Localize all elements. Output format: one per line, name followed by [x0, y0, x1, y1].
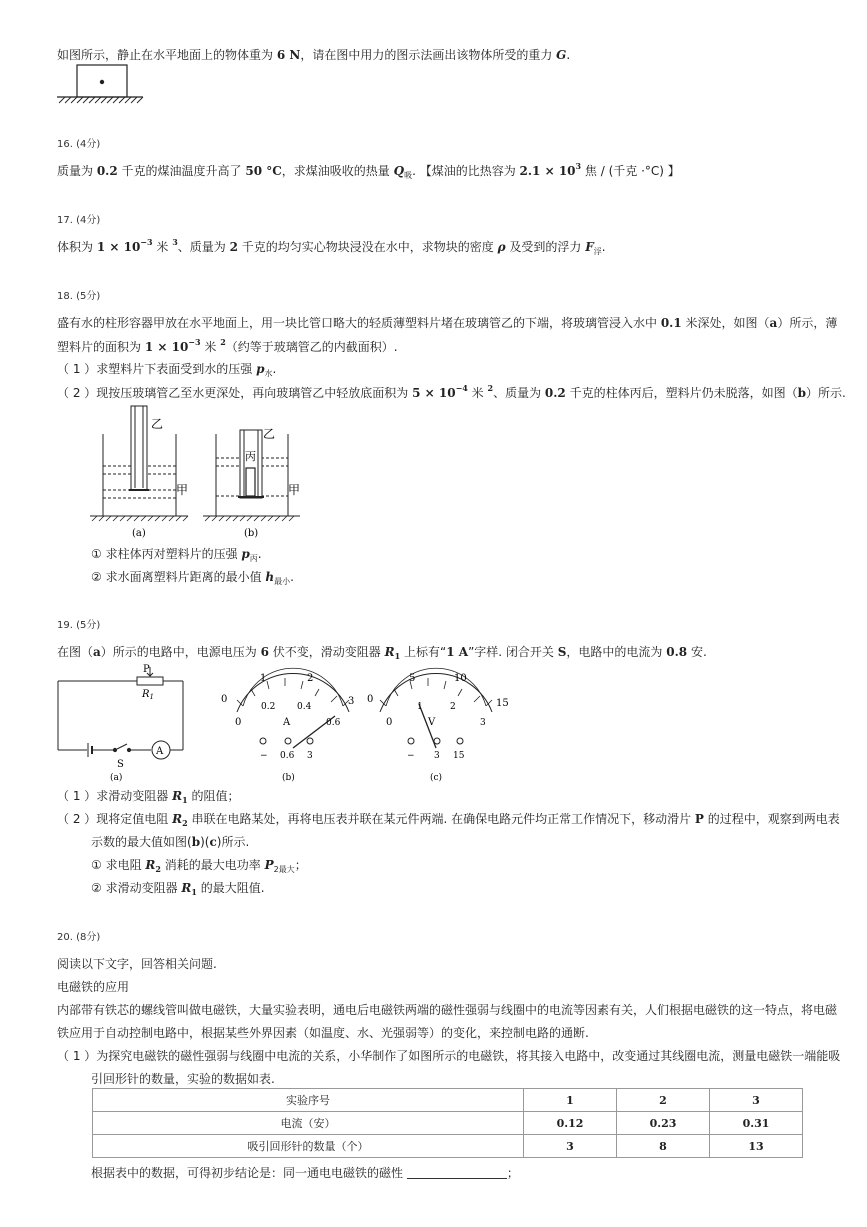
label-p: P	[143, 664, 150, 675]
q20-l7: 根据表中的数据，可得初步结论是：同一通电电磁铁的磁性 ；	[91, 1166, 519, 1180]
label-fig-b: (b)	[282, 773, 295, 783]
vm-bot-1: 1	[417, 702, 423, 712]
q20-header: 20. (8分)	[57, 932, 101, 943]
experiment-table	[92, 1088, 803, 1158]
label-fig-c: (c)	[430, 773, 443, 783]
amm-top-2: 2	[307, 673, 314, 684]
vm-term-15: 15	[453, 751, 465, 761]
q15-text: 如图所示，静止在水平地面上的物体重为 6 N，请在图中用力的图示法画出该物体所受的重力 G.	[57, 48, 571, 62]
label-a: (a)	[132, 528, 146, 539]
q20-l4: 铁应用于自动控制电路中，根据某些外界因素（如温度、水、光强弱等）的变化，来控制电路的通断.	[57, 1026, 589, 1040]
q19-sub1: （ 1 ）求滑动变阻器 $R_1$ 的阻值；	[57, 789, 240, 805]
circuit-a	[58, 667, 183, 759]
ammeter-dial-b	[237, 668, 349, 748]
label-r1: $R_1$	[142, 689, 154, 701]
vm-top-15: 15	[496, 698, 509, 709]
label-fig-a: (a)	[110, 773, 123, 783]
q20-l6: 引回形针的数量，实验的数据如表.	[91, 1072, 275, 1086]
vm-label-v: V	[428, 717, 436, 728]
label-b: (b)	[244, 528, 259, 539]
container-b	[203, 430, 300, 516]
vm-top-10: 10	[454, 673, 467, 684]
q19-header: 19. (5分)	[57, 620, 101, 631]
amm-term-06: 0.6	[280, 751, 295, 761]
q18-sub1: （ 1 ）求塑料片下表面受到水的压强 $p_水$.	[57, 362, 277, 378]
table-cell: 3	[710, 1089, 803, 1112]
table-row	[93, 1112, 803, 1135]
label-bing: 丙	[245, 450, 256, 463]
label-jia-b: 甲	[288, 483, 301, 497]
vm-bot-2: 2	[450, 702, 456, 712]
table-cell: 实验序号	[93, 1089, 524, 1112]
q18-figure-containers	[88, 404, 308, 540]
table-cell: 8	[617, 1135, 710, 1158]
amm-bot-2: 0.4	[297, 702, 312, 712]
vm-zero: 0	[386, 717, 393, 728]
q18-para-line1: 盛有水的柱形容器甲放在水平地面上，用一块比管口略大的轻质薄塑料片堵在玻璃管乙的下端，将玻璃管浸入水中 0.1 米深处，如图（a）所示，薄	[57, 316, 838, 330]
vm-bot-3: 3	[480, 718, 486, 728]
vm-term-3: 3	[434, 751, 440, 761]
container-a	[90, 406, 188, 516]
amm-bot-3: 0.6	[326, 718, 341, 728]
q17-header: 17. (4分)	[57, 215, 101, 226]
q16-text: 质量为 0.2 千克的煤油温度升高了 50 °C，求煤油吸收的热量 $Q_吸$. 【煤油的比热容为 $2.1 \times 10^3$ 焦 / (千克 ·°C) 】	[57, 161, 680, 180]
q18-para-line2: 塑料片的面积为 $1 \times 10^{-3}$ 米 $^2$（约等于玻璃管乙的内截面积）.	[57, 337, 398, 354]
label-yi-a: 乙	[151, 417, 164, 431]
table-row	[93, 1089, 803, 1112]
label-jia-a: 甲	[176, 483, 189, 497]
q18-header: 18. (5分)	[57, 291, 101, 302]
q18-c1: ① 求柱体丙对塑料片的压强 $p_丙$.	[91, 547, 262, 563]
q18-c2: ② 求水面离塑料片距离的最小值 $h_{最小}$.	[91, 570, 294, 586]
table-cell: 0.23	[617, 1112, 710, 1135]
amm-label-a: A	[283, 717, 291, 728]
voltmeter-dial-c	[380, 668, 492, 748]
label-s: S	[117, 759, 124, 770]
q20-l3: 内部带有铁芯的螺线管叫做电磁铁，大量实验表明，通电后电磁铁两端的磁性强弱与线圈中的电流等因素有关，人们根据电磁铁的这一特点，将电磁	[57, 1003, 838, 1017]
q19-para: 在图（a）所示的电路中，电源电压为 6 伏不变，滑动变阻器 $R_1$ 上标有“1 A”字样. 闭合开关 S，电路中的电流为 0.8 安.	[57, 645, 707, 661]
table-cell: 0.31	[710, 1112, 803, 1135]
vm-term-neg: −	[407, 751, 415, 761]
q15-figure-block-on-ground	[55, 62, 147, 104]
table-cell: 电流（安）	[93, 1112, 524, 1135]
amm-term-neg: −	[260, 751, 268, 761]
q20-l5: （ 1 ）为探究电磁铁的磁性强弱与线圈中电流的关系，小华制作了如图所示的电磁铁，将其接入电路中，改变通过其线圈电流，测量电磁铁一端能吸	[57, 1049, 841, 1063]
table-cell: 吸引回形针的数量（个）	[93, 1135, 524, 1158]
q19-sub2-line1: （ 2 ）现将定值电阻 $R_2$ 串联在电路某处，再将电压表并联在某元件两端. 在确保电路元件均正常工作情况下，移动滑片 P 的过程中，观察到两电表	[57, 812, 840, 828]
q20-l2: 电磁铁的应用	[57, 980, 130, 994]
table-cell: 13	[710, 1135, 803, 1158]
q17-text: 体积为 $1 \times 10^{-3}$ 米 $^3$、质量为 2 千克的均匀实心物块浸没在水中，求物块的密度 ρ 及受到的浮力 $F_浮$.	[57, 237, 606, 256]
amm-zero: 0	[235, 717, 242, 728]
q18-sub2: （ 2 ）现按压玻璃管乙至水更深处，再向玻璃管乙中轻放底面积为 $5 \times 10^{-4}$ 米 $^2$、质量为 0.2 千克的柱体丙后，塑料片仍未脱落，如图（b）所示.	[57, 383, 846, 400]
table-cell: 3	[524, 1135, 617, 1158]
vm-zero-top: 0	[367, 694, 374, 705]
amm-top-3: 3	[348, 696, 355, 707]
amm-top-1: 1	[260, 673, 267, 684]
amm-bot-1: 0.2	[261, 702, 276, 712]
q19-sub2-line2: 示数的最大值如图(b)(c)所示.	[91, 835, 250, 849]
answer-blank[interactable]	[407, 1166, 507, 1179]
table-cell: 1	[524, 1089, 617, 1112]
label-yi-b: 乙	[263, 427, 276, 441]
vm-top-5: 5	[409, 673, 416, 684]
q20-l1: 阅读以下文字，回答相关问题.	[57, 957, 217, 971]
label-ammeter-a: A	[156, 746, 164, 757]
amm-zero-top: 0	[221, 694, 228, 705]
table-cell: 2	[617, 1089, 710, 1112]
q19-c1: ① 求电阻 $R_2$ 消耗的最大电功率 $P_{2最大}$；	[91, 858, 307, 874]
q19-figures	[55, 664, 515, 784]
table-cell: 0.12	[524, 1112, 617, 1135]
table-row	[93, 1135, 803, 1158]
amm-term-3: 3	[307, 751, 313, 761]
q16-header: 16. (4分)	[57, 139, 101, 150]
q19-c2: ② 求滑动变阻器 $R_1$ 的最大阻值.	[91, 881, 265, 897]
